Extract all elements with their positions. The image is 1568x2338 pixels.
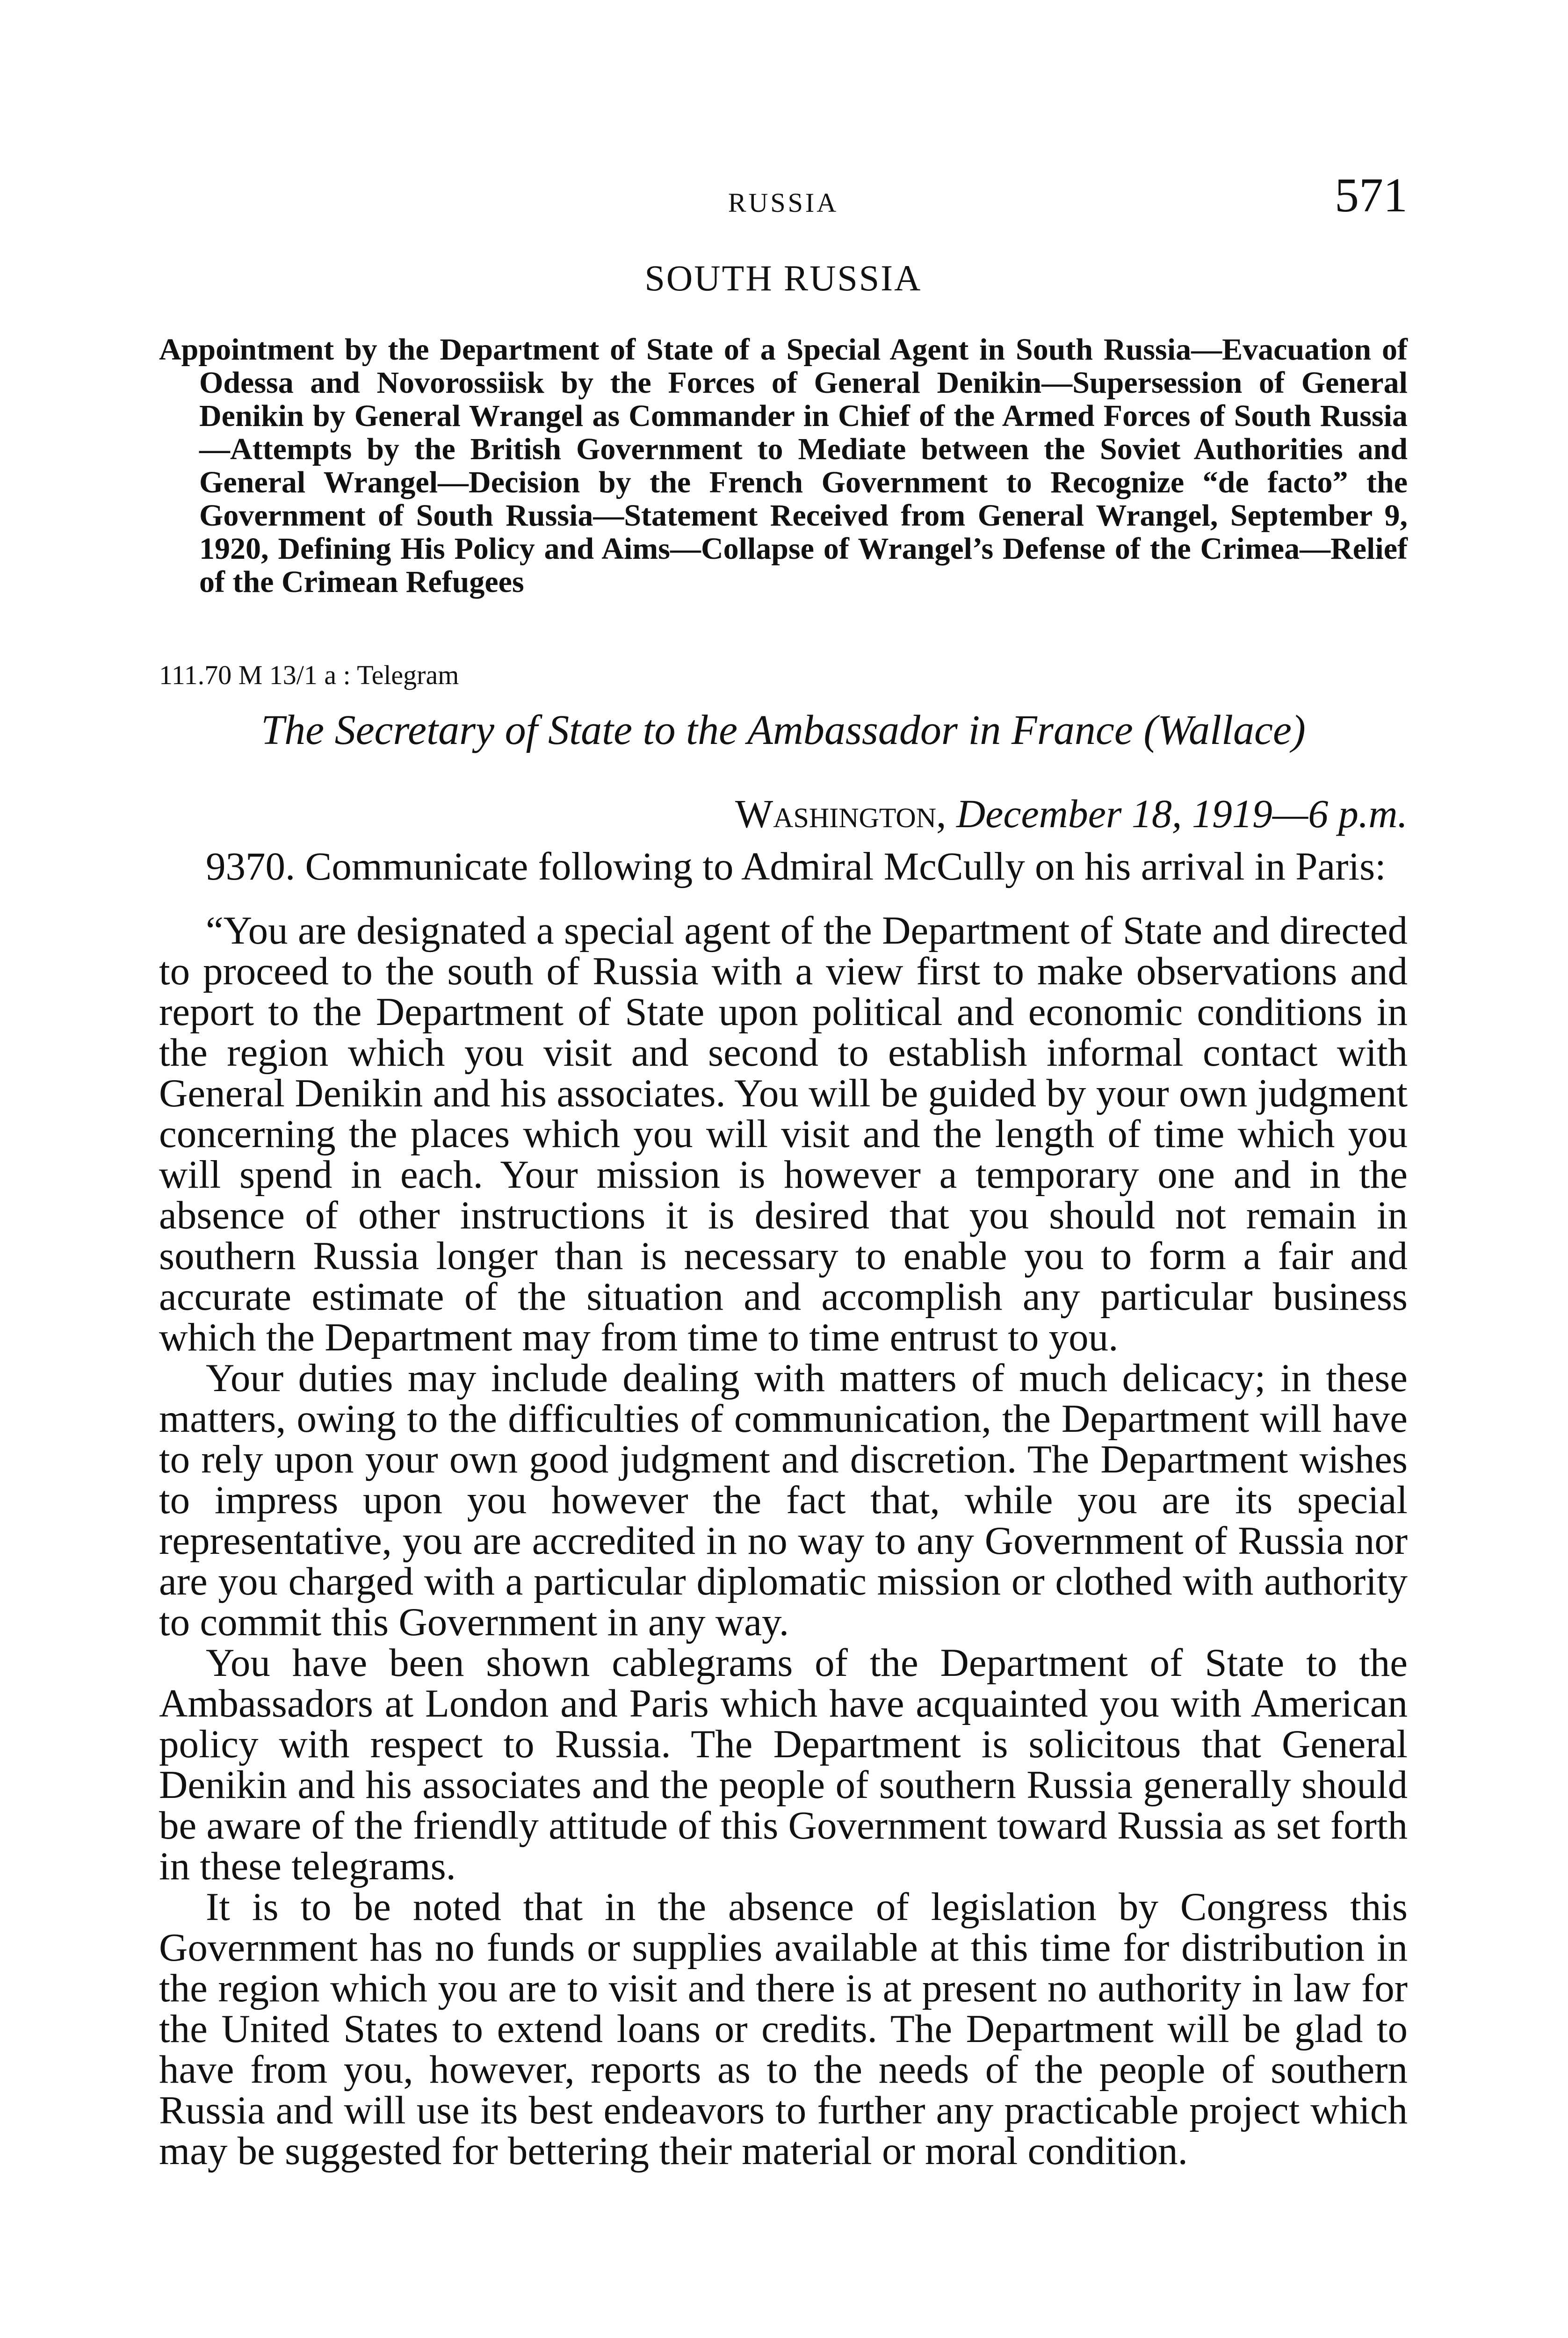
paragraph: Your duties may include dealing with matters of much delicacy; in these matters, owing to the difficulties of communication, the Department will have to rely upon your own good judgment and discretion. The Department wishes to impress upon you however the fact that, while you are its special representative, you are accredited in no way to any Government of Russia nor are you charged with a particular diplomatic mission or clothed with authority to commit this Government in any way.: [159, 1356, 1408, 1644]
section-summary: Appointment by the Department of State of a Special Agent in South Russia—Evacuation of Odessa and Novorossiisk by the Forces of General Denikin—Supersession of General Denikin by General Wrangel as Commander in Chief of the Armed Forces of South Russia—Attempts by the British Government to Mediate between the Soviet Authorities and General Wrangel—Decision by the French Government to Recognize “de facto” the Government of South Russia—Statement Received from General Wrangel, September 9, 1920, Defining His Policy and Aims—Collapse of Wrangel’s Defense of the Crimea—Relief of the Crimean Refugees: [159, 332, 1408, 599]
running-header: [159, 167, 1408, 222]
dateline-date: December 18, 1919—6 p.m.: [956, 791, 1408, 836]
document-title: The Secretary of State to the Ambassador in France (Wallace): [261, 707, 1306, 753]
running-title: RUSSIA: [728, 188, 839, 218]
file-reference: 111.70 M 13/1 a : Telegram: [159, 660, 459, 690]
paragraph: “You are designated a special agent of the Department of State and directed to proceed to the south of Russia with a view first to make observations and report to the Department of State upon political and economic conditions in the region which you visit and second to establish informal contact with General Denikin and his associates. You will be guided by your own judgment concerning the places which you will visit and the length of time which you will spend in each. Your mission is however a temporary one and in the absence of other instructions it is desired that you should not remain in southern Russia longer than is necessary to enable you to form a fair and accurate estimate of the situation and accomplish any particular business which the Department may from time to time entrust to you.: [159, 909, 1408, 1359]
page-number: 571: [1335, 168, 1408, 222]
section-title: SOUTH RUSSIA: [644, 258, 922, 298]
paragraph-opening: 9370. Communicate following to Admiral McCully on his arrival in Paris:: [206, 844, 1386, 888]
paragraph: It is to be noted that in the absence of legislation by Congress this Government has no funds or supplies available at this time for distribution in the region which you are to visit and there is at present no authority in law for the United States to extend loans or credits. The Department will be glad to have from you, however, reports as to the needs of the people of southern Russia and will use its best endeavors to further any practicable project which may be suggested for bettering their material or moral condition.: [159, 1885, 1408, 2173]
paragraph: You have been shown cablegrams of the Department of State to the Ambassadors at London and Paris which have acquainted you with American policy with respect to Russia. The Department is solicitous that General Denikin and his associates and the people of southern Russia generally should be aware of the friendly attitude of this Government toward Russia as set forth in these telegrams.: [159, 1641, 1408, 1888]
document-body: [159, 846, 1408, 2172]
dateline-place: Washington,: [735, 791, 947, 836]
dateline: [735, 790, 1408, 837]
